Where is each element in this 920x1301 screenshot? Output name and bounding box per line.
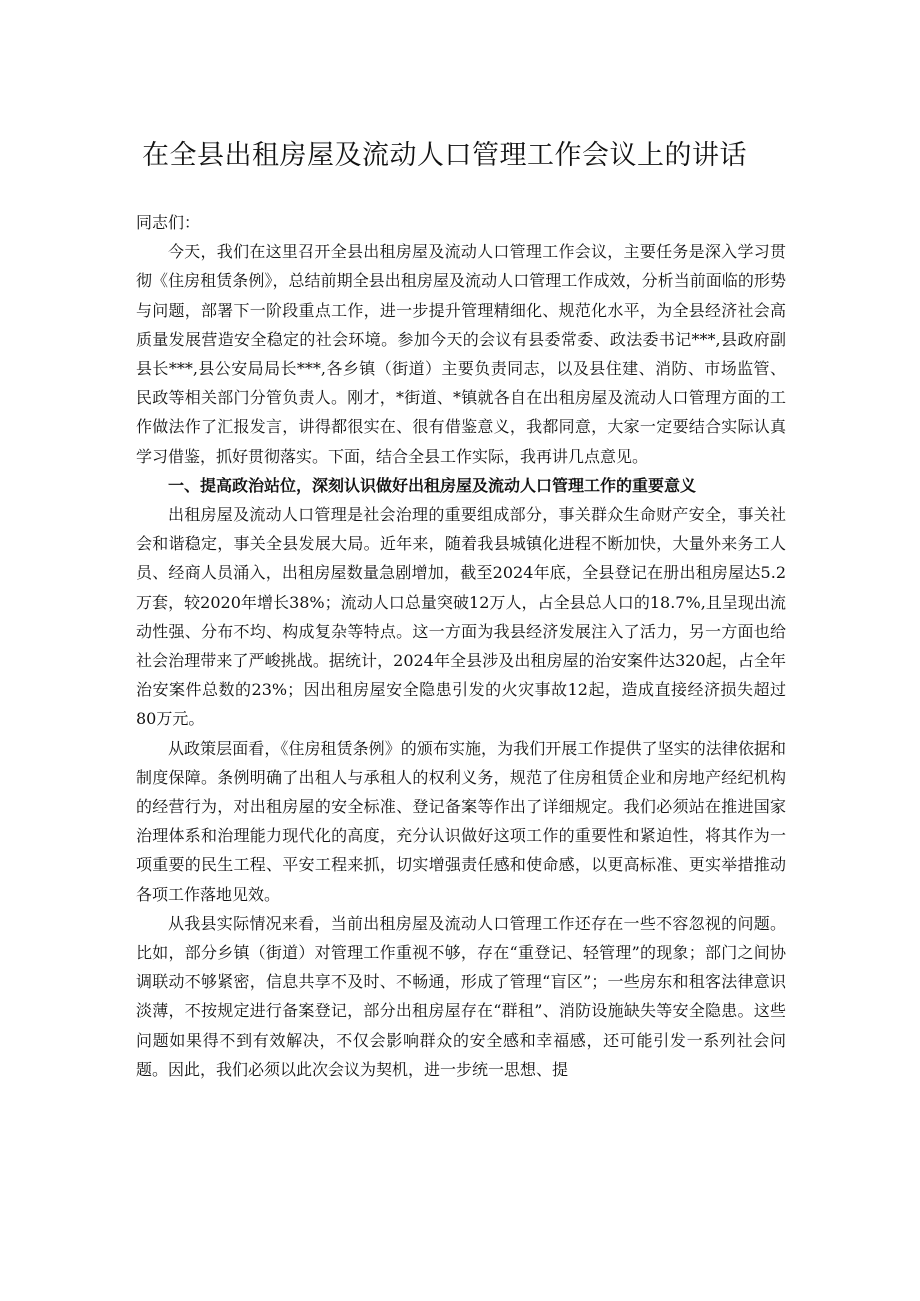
document-page xyxy=(136,136,786,1084)
document-title: 在全县出租房屋及流动人口管理工作会议上的讲话 xyxy=(142,140,747,171)
salutation: 同志们： xyxy=(136,213,201,232)
section-1-paragraph-1: 出租房屋及流动人口管理是社会治理的重要组成部分，事关群众生命财产安全，事关社会和谐稳定，事关全县发展大局。近年来，随着我县城镇化进程不断加快，大量外来务工人员、经商人员涌入，出租房屋数量急剧增加，截至2024年底，全县登记在册出租房屋达5.2万套，较2020年增长38%；流动人口总量突破12万人，占全县总人口的18.7%,且呈现出流动性强、分布不均、构成复杂等特点。这一方面为我县经济发展注入了活力，另一方面也给社会治理带来了严峻挑战。据统计，2024年全县涉及出租房屋的治安案件达320起，占全年治安案件总数的23%；因出租房屋安全隐患引发的火灾事故12起，造成直接经济损失超过80万元。 xyxy=(136,505,786,729)
section-heading-1: 一、提高政治站位，深刻认识做好出租房屋及流动人口管理工作的重要意义 xyxy=(168,475,697,495)
section-1-paragraph-3: 从我县实际情况来看，当前出租房屋及流动人口管理工作还存在一些不容忽视的问题。比如，部分乡镇（街道）对管理工作重视不够，存在“重登记、轻管理”的现象；部门之间协调联动不够紧密，信息共享不及时、不畅通，形成了管理“盲区”；一些房东和租客法律意识淡薄，不按规定进行备案登记，部分出租房屋存在“群租”、消防设施缺失等安全隐患。这些问题如果得不到有效解决，不仅会影响群众的安全感和幸福感，还可能引发一系列社会问题。因此，我们必须以此次会议为契机，进一步统一思想、提 xyxy=(136,913,786,1079)
intro-paragraph: 今天，我们在这里召开全县出租房屋及流动人口管理工作会议，主要任务是深入学习贯彻《住房租赁条例》，总结前期全县出租房屋及流动人口管理工作成效，分析当前面临的形势与问题，部署下一阶段重点工作，进一步提升管理精细化、规范化水平，为全县经济社会高质量发展营造安全稳定的社会环境。参加今天的会议有县委常委、政法委书记***,县政府副县长***,县公安局局长***,各乡镇（街道）主要负责同志，以及县住建、消防、市场监管、民政等相关部门分管负责人。刚才，*街道、*镇就各自在出租房屋及流动人口管理方面的工作做法作了汇报发言，讲得都很实在、很有借鉴意义，我都同意，大家一定要结合实际认真学习借鉴，抓好贯彻落实。下面，结合全县工作实际，我再讲几点意见。 xyxy=(136,242,786,466)
section-1-paragraph-2: 从政策层面看，《住房租赁条例》的颁布实施，为我们开展工作提供了坚实的法律依据和制度保障。条例明确了出租人与承租人的权利义务，规范了住房租赁企业和房地产经纪机构的经营行为，对出租房屋的安全标准、登记备案等作出了详细规定。我们必须站在推进国家治理体系和治理能力现代化的高度，充分认识做好这项工作的重要性和紧迫性，将其作为一项重要的民生工程、平安工程来抓，切实增强责任感和使命感，以更高标准、更实举措推动各项工作落地见效。 xyxy=(136,738,786,904)
